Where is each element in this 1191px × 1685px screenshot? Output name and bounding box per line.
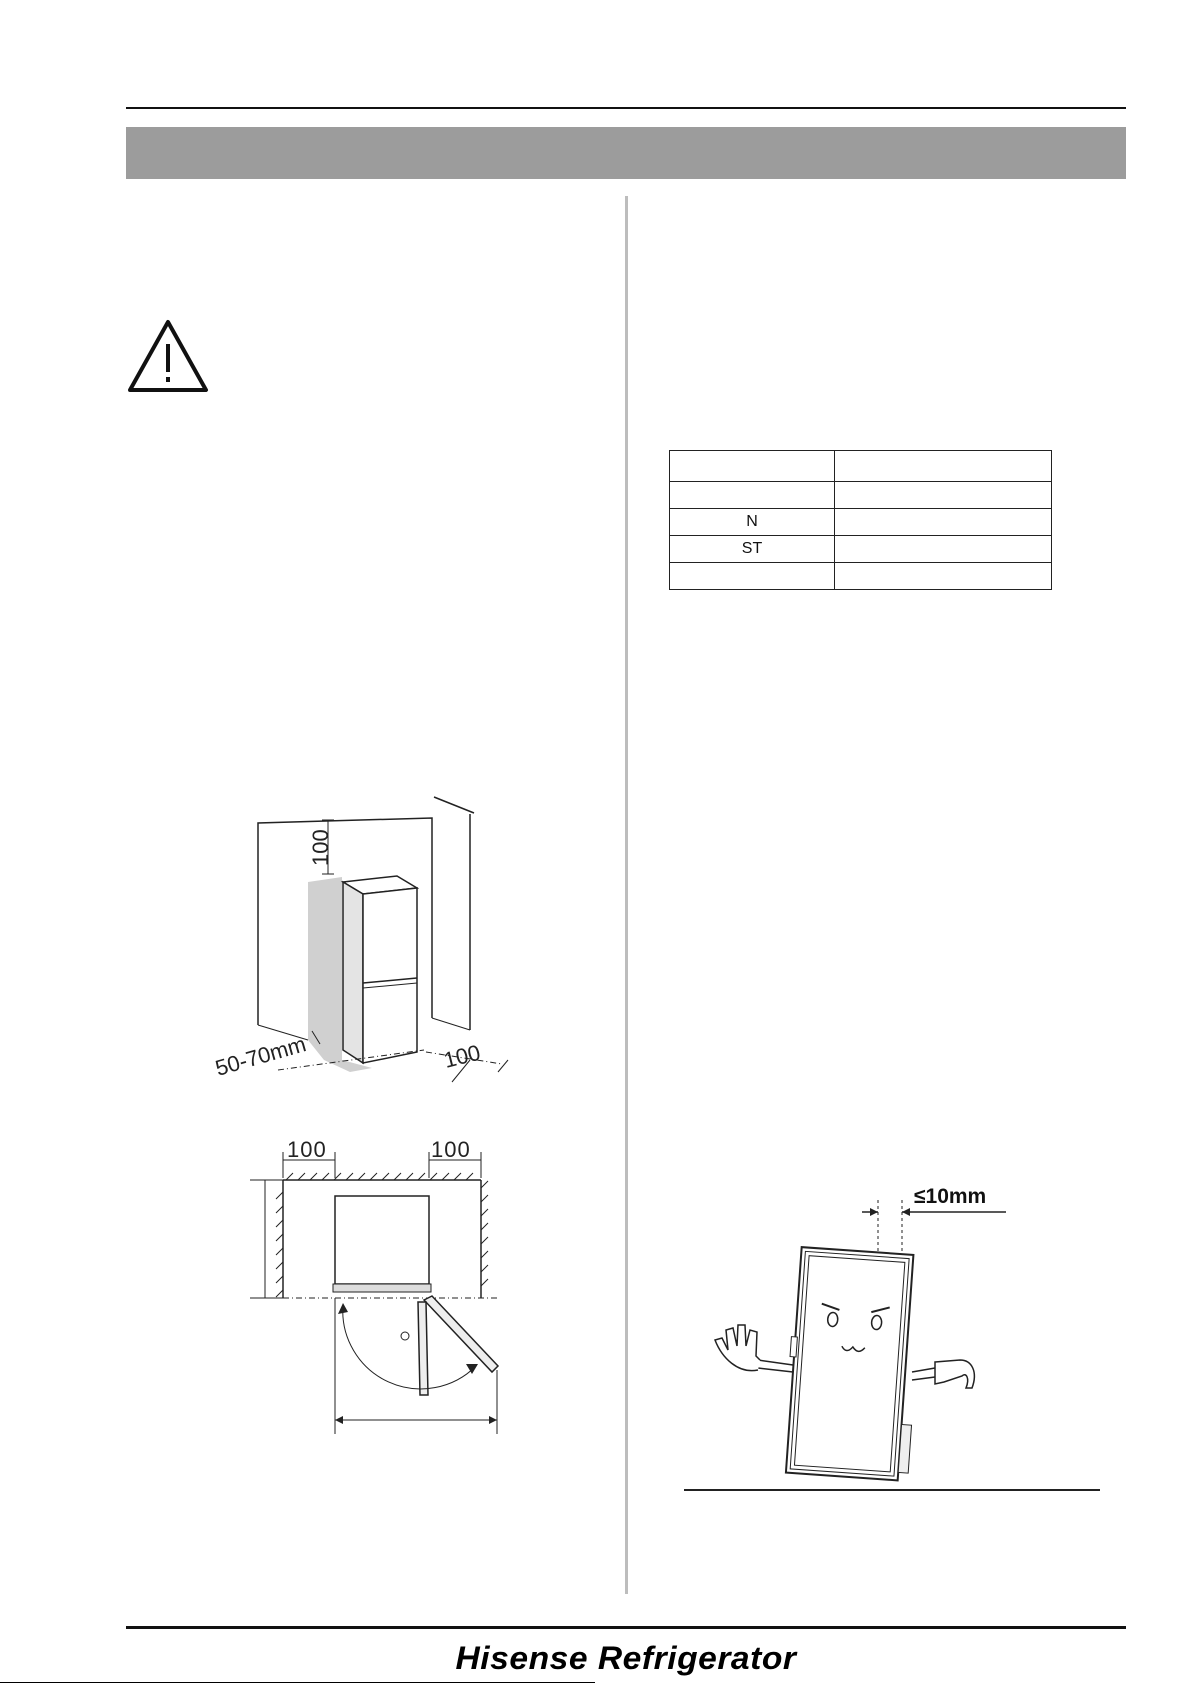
table-cell-range (835, 563, 1052, 590)
tilt-tolerance-label: ≤10mm (914, 1185, 987, 1208)
table-cell-class: N (670, 509, 835, 536)
pointing-hand-icon (935, 1360, 974, 1388)
door-opening-diagram (240, 1130, 510, 1435)
waving-hand-icon (715, 1325, 760, 1371)
brand-footer: Hisense Refrigerator (455, 1640, 797, 1676)
bottom-rule (126, 1626, 1126, 1629)
climate-class-table (669, 450, 1052, 590)
fridge-front (363, 888, 417, 1063)
table-cell-class (670, 451, 835, 482)
table-cell-range (835, 509, 1052, 536)
table-cell-range (835, 536, 1052, 563)
table-cell-class (670, 482, 835, 509)
column-divider (625, 196, 628, 1594)
top-clearance-label: 100 (308, 829, 333, 866)
side-clearance-label: 100 (441, 1039, 483, 1073)
left-clearance-label: 100 (287, 1137, 327, 1162)
footer-underline (0, 1682, 595, 1683)
table-row (670, 536, 1052, 563)
table-row (670, 482, 1052, 509)
tilted-fridge (782, 1247, 923, 1481)
table-row (670, 451, 1052, 482)
table-cell-range (835, 451, 1052, 482)
rear-gap-label: 50-70mm (212, 1031, 309, 1081)
right-clearance-label: 100 (431, 1137, 471, 1162)
top-rule (126, 107, 1126, 109)
table-cell-class: ST (670, 536, 835, 563)
tilt-leveling-diagram (680, 1180, 1100, 1495)
clearance-diagram (200, 790, 520, 1090)
table-row (670, 509, 1052, 536)
warning-icon (126, 318, 210, 394)
table-row (670, 563, 1052, 590)
section-header-band (126, 127, 1126, 179)
table-cell-range (835, 482, 1052, 509)
table-cell-class (670, 563, 835, 590)
